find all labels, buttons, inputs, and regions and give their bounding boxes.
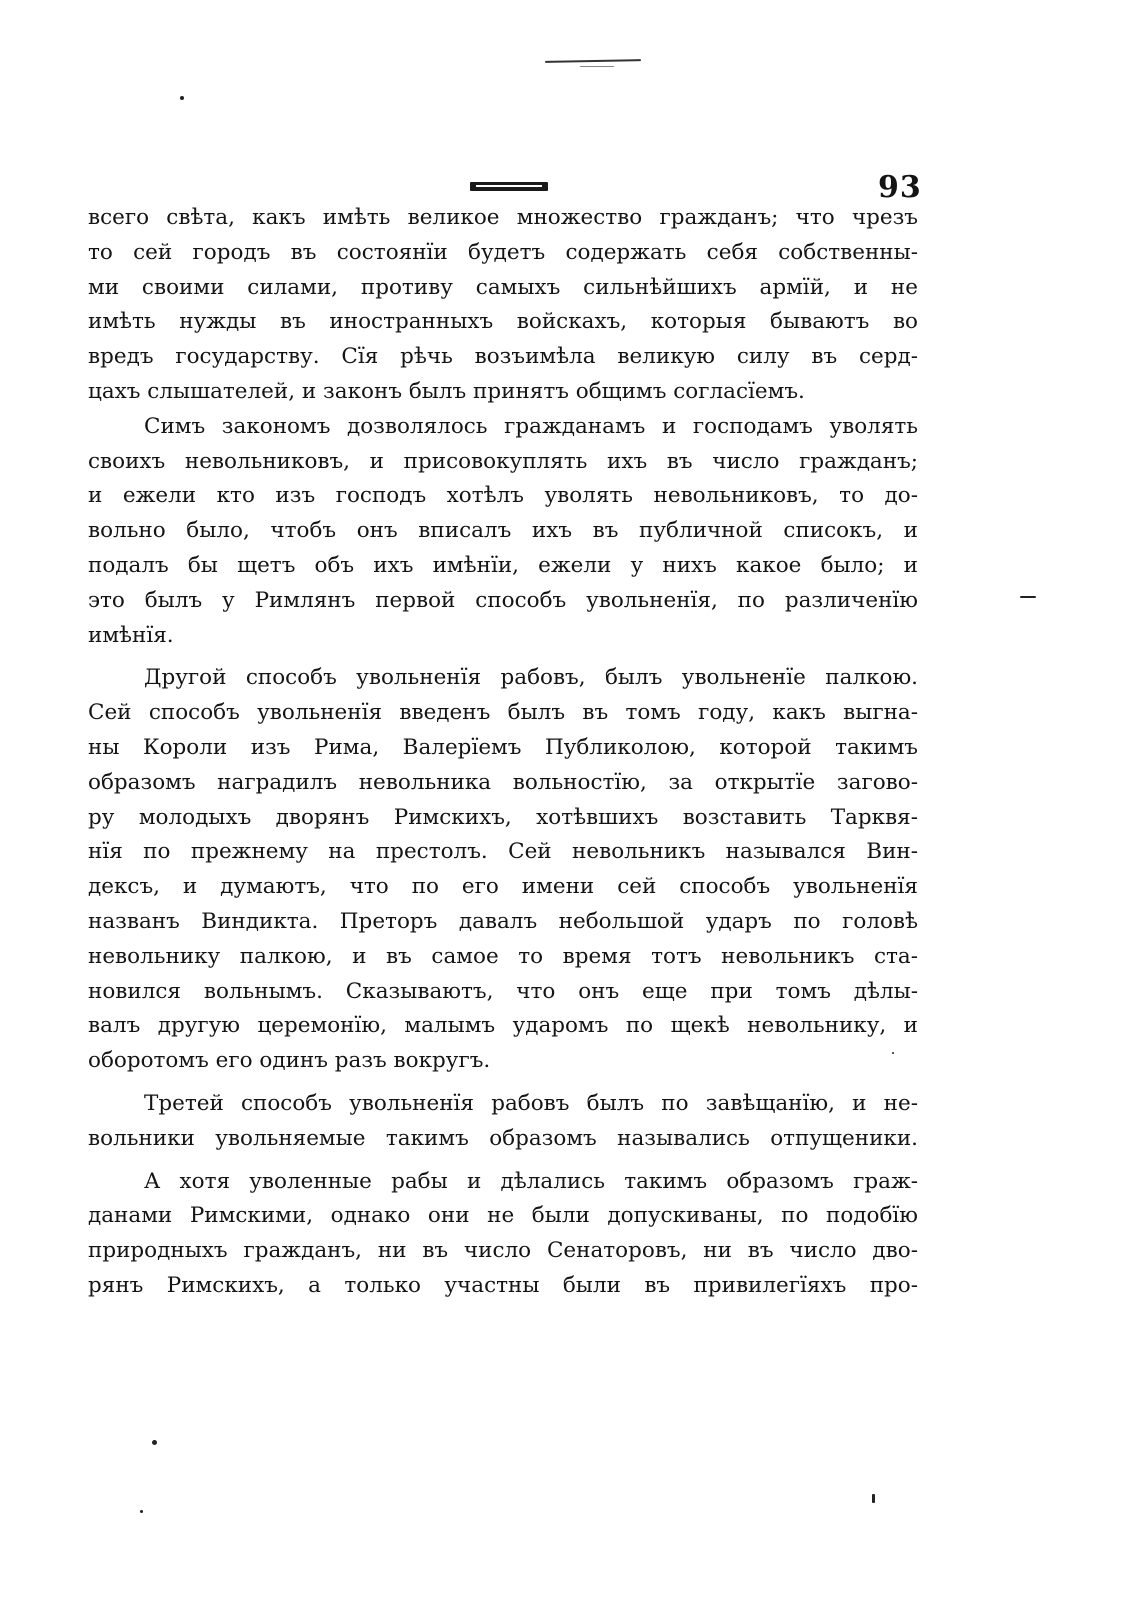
text-line: Другой способъ увольненїя рабовъ, былъ увольненїе палкою. (144, 665, 918, 691)
text-line: вредъ государству. Сїя рѣчь возъимѣла великую силу въ серд- (88, 344, 918, 370)
text-line: ру молодыхъ дворянъ Римскихъ, хотѣвшихъ возставить Тарквя- (88, 804, 918, 830)
paragraph (88, 410, 918, 654)
text-line: невольнику палкою, и въ самое то время тотъ невольникъ ста- (88, 943, 918, 969)
text-line: ми своими силами, противу самыхъ сильнѣйшихъ армїй, и не (88, 274, 918, 300)
text-line: и ежели кто изъ господъ хотѣлъ уволять невольниковъ, то до- (88, 483, 918, 509)
header-ornament-rule (470, 182, 548, 191)
text-line: рянъ Римскихъ, а только участны были въ привилегїяхъ про- (88, 1272, 918, 1298)
top-pen-stroke-tail (580, 66, 614, 67)
text-line: Третей способъ увольненїя рабовъ былъ по завѣщанїю, и не- (144, 1090, 918, 1116)
text-line: это былъ у Римлянъ первой способъ увольненїя, по различенїю (88, 587, 918, 613)
ink-speck (892, 1052, 894, 1054)
text-line: оборотомъ его одинъ разъ вокругъ. (88, 1048, 491, 1074)
ink-speck (180, 96, 184, 100)
paragraph (88, 1165, 918, 1304)
ink-speck (152, 1440, 157, 1445)
text-line: имѣть нужды въ иностранныхъ войскахъ, которыя бываютъ во (88, 309, 918, 335)
text-line: новился вольнымъ. Сказываютъ, что онъ еще при томъ дѣлы- (88, 978, 918, 1004)
paragraph-gap (88, 1079, 918, 1087)
text-line: цахъ слышателей, и законъ былъ принятъ общимъ согласїемъ. (88, 378, 805, 404)
text-line: ны Короли изъ Рима, Валерїемъ Публиколою, которой такимъ (88, 734, 918, 760)
paragraph-gap (88, 1157, 918, 1165)
paragraph (88, 201, 918, 410)
text-line: всего свѣта, какъ имѣть великое множество гражданъ; что чрезъ (88, 205, 918, 230)
top-pen-stroke (545, 59, 641, 63)
text-line: вольники увольняемые такимъ образомъ назывались отпущеники. (88, 1125, 918, 1151)
text-line: подалъ бы щетъ объ ихъ имѣнїи, ежели у нихъ какое было; и (88, 552, 918, 578)
text-line: природныхъ гражданъ, ни въ число Сенаторовъ, ни въ число дво- (88, 1238, 918, 1264)
paragraph-gap (88, 653, 918, 661)
text-line: данами Римскими, однако они не были допускиваны, по подобїю (88, 1203, 918, 1229)
text-line: своихъ невольниковъ, и присовокуплять ихъ въ число гражданъ; (88, 448, 918, 474)
body-text (88, 201, 918, 1304)
text-line: Сей способъ увольненїя введенъ былъ въ томъ году, какъ выгна- (88, 700, 918, 726)
paragraph (88, 661, 918, 1079)
ink-speck (872, 1494, 875, 1503)
text-line: имѣнїя. (88, 622, 174, 648)
page-number: 93 (878, 170, 922, 205)
text-line: названъ Виндикта. Преторъ давалъ небольшой ударъ по головѣ (88, 908, 918, 934)
ink-speck (1020, 596, 1036, 598)
text-line: дексъ, и думаютъ, что по его имени сей способъ увольненїя (88, 874, 918, 900)
ink-speck (140, 1510, 143, 1513)
text-line: Симъ закономъ дозволялось гражданамъ и господамъ уволять (144, 413, 918, 439)
text-line: А хотя уволенные рабы и дѣлались такимъ образомъ граж- (144, 1168, 918, 1194)
text-line: вольно было, чтобъ онъ вписалъ ихъ въ публичной списокъ, и (88, 518, 918, 544)
text-line: валъ другую церемонїю, малымъ ударомъ по щекѣ невольнику, и (88, 1013, 918, 1039)
text-line: нїя по прежнему на престолъ. Сей невольникъ назывался Вин- (88, 839, 918, 865)
paragraph (88, 1087, 918, 1157)
text-line: образомъ наградилъ невольника вольностїю, за открытїе загово- (88, 769, 918, 795)
text-line: то сей городъ въ состоянїи будетъ содержать себя собственны- (88, 239, 918, 265)
